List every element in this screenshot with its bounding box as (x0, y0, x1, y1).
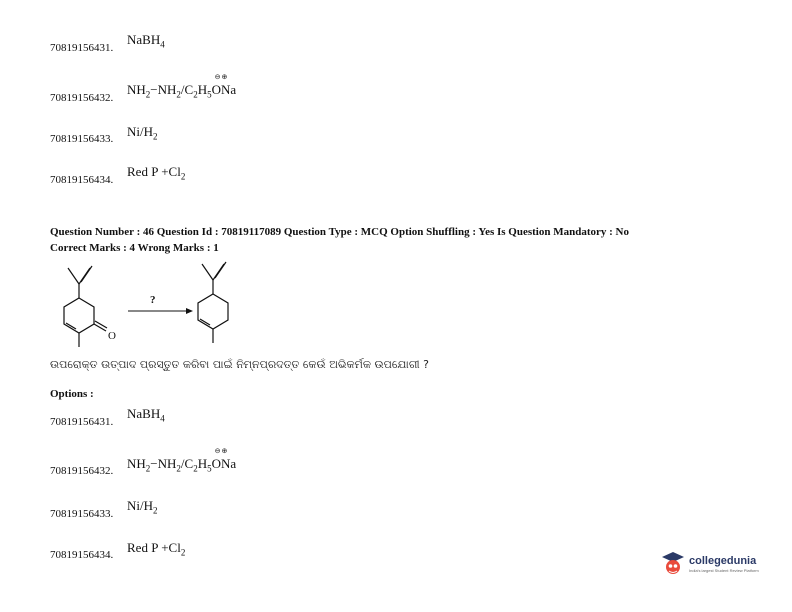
option-id: 70819156433. (50, 508, 114, 520)
option-id: 70819156434. (50, 549, 114, 561)
logo-tagline: India's largest Student Review Platform (689, 568, 759, 573)
product-structure (198, 262, 228, 343)
reagent-ni-h2: $Ni/H_2$ (127, 124, 158, 142)
reaction-scheme (48, 255, 288, 355)
option-2-reagent[interactable]: $NH_2-NH_2/C_2H_5$ ⊖⊕ ONa (127, 447, 237, 474)
graduate-avatar-icon (661, 550, 685, 578)
charge-marks: ⊖⊕ (214, 447, 229, 455)
question-text: ଉପରୋକ୍ତ ଉତ୍ପାଦ ପ୍ରସ୍ତୁତ କରିବା ପାଇଁ ନିମ୍ନପ୍ରଦତ୍ତ କେଉଁ ଅଭିକର୍ମକ ଉପଯୋଗୀ ? (50, 358, 429, 371)
arrow-head (186, 308, 193, 314)
options-label: Options : (50, 388, 94, 400)
reagent-hydrazine: $NH_2-NH_2/C_2H_5$ ⊖⊕ ONa (127, 73, 237, 100)
option-id: 70819156432. (50, 465, 114, 477)
collegedunia-logo (661, 550, 771, 580)
option-1-reagent[interactable]: NaBH$_4$ (127, 406, 165, 424)
option-4-reagent[interactable]: Red $P +Cl_2$ (127, 540, 186, 558)
reagent-red-p-cl2: Red $P +Cl_2$ (127, 164, 186, 182)
ketone-oxygen-label: O (108, 330, 116, 342)
option-id: 70819156434. (50, 174, 114, 186)
arrow-label: ? (150, 294, 156, 306)
option-id: 70819156431. (50, 416, 114, 428)
logo-wordmark: collegedunia (689, 555, 757, 567)
marks-line: Correct Marks : 4 Wrong Marks : 1 (50, 242, 219, 254)
option-id: 70819156433. (50, 133, 114, 145)
option-id: 70819156431. (50, 42, 114, 54)
reactant-structure (64, 266, 107, 347)
reagent-nabh4: NaBH$_4$ (127, 32, 165, 50)
question-header: Question Number : 46 Question Id : 70819117089 Question Type : MCQ Option Shuffling : Yes Is Question Mandatory : No (50, 226, 629, 238)
option-3-reagent[interactable]: $Ni/H_2$ (127, 498, 158, 516)
charge-marks: ⊖⊕ (214, 73, 229, 81)
option-id: 70819156432. (50, 92, 114, 104)
